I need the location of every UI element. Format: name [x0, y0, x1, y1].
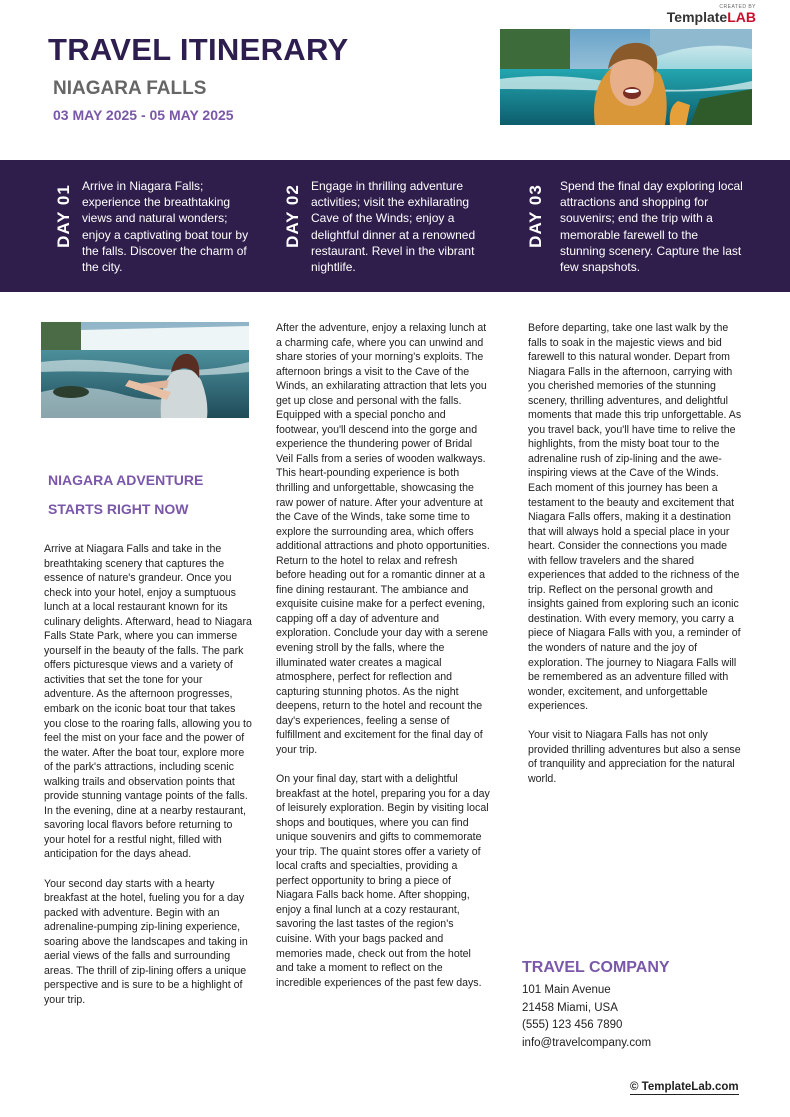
company-contact-block [522, 959, 752, 1052]
trip-dates: 03 MAY 2025 - 05 MAY 2025 [53, 107, 234, 123]
day-description: Arrive in Niagara Falls; experience the breathtaking views and natural wonders; enjoy a captivating boat tour by the falls. Discover the charm of the city. [82, 179, 249, 275]
section-heading-line1: NIAGARA ADVENTURE [48, 472, 204, 488]
paragraph: After the adventure, enjoy a relaxing lunch at a charming cafe, where you can unwind and share stories of your morning's exploits. The afternoon brings a visit to the Cave of the Winds, an exhilarating attraction that lets you get up close and personal with the falls. Equipped with a special poncho and footwear, you'll descend into the gorge and experience the thundering power of Bridal Veil Falls from a series of wooden walkways. This heart-pounding experience is both thrilling and unforgettable, showcasing the raw power of nature. After your adventure at the Cave of the Winds, take some time to explore the surrounding area, which offers additional attractions and photo opportunities. Return to the hotel to relax and refresh before heading out for a romantic dinner at a fine dining restaurant. The ambiance and exquisite cuisine make for a perfect evening, capping off a day of adventure and exploration. Conclude your day with a serene evening stroll by the falls, where the illuminated water creates a magical atmosphere, perfect for reflection and capturing stunning photos. As the night deepens, return to the hotel and recount the day's experiences, feeling a sense of fulfillment and excitement for the final day of your trip. [276, 322, 490, 756]
text-column-3 [528, 321, 742, 801]
paragraph: Arrive at Niagara Falls and take in the breathtaking scenery that captures the essence of nature's grandeur. Once you check into your hotel, enjoy a sumptuous lunch at a local restaurant known for its culinary delights. Afterward, head to Niagara Falls State Park, where you can immerse yourself in the beauty of the falls. The park offers picturesque views and a variety of activities that set the tone for your adventure. As the afternoon progresses, embark on the iconic boat tour that takes you close to the roaring falls, allowing you to feel the mist on your face and the power of the water. After the boat tour, explore more of the park's attractions, including scenic walking trails and observation points that provide stunning vantage points of the falls. In the evening, dine at a nearby restaurant, savoring local flavors before returning to your hotel for a restful night, filled with anticipation for the days ahead. [44, 543, 252, 861]
page-title: TRAVEL ITINERARY [48, 32, 349, 67]
day-label: DAY 01 [54, 184, 73, 248]
section-heading-line2: STARTS RIGHT NOW [48, 501, 189, 517]
logo-name-suffix: LAB [727, 9, 756, 25]
destination-subtitle: NIAGARA FALLS [53, 78, 207, 99]
company-phone: (555) 123 456 7890 [522, 1019, 623, 1031]
paragraph: Your visit to Niagara Falls has not only provided thrilling adventures but also a sense of tranquility and appreciation for the natural world. [528, 729, 741, 785]
day-label: DAY 02 [283, 184, 302, 248]
company-address-line2: 21458 Miami, USA [522, 1001, 618, 1014]
waterfall-selfie-photo [500, 29, 752, 125]
day-summary-2 [283, 176, 488, 280]
woman-in-rapids-photo [41, 322, 249, 418]
section-heading [48, 466, 248, 524]
company-email: info@travelcompany.com [522, 1036, 652, 1049]
paragraph: Your second day starts with a hearty breakfast at the hotel, fueling you for a day packed with adventure. Begin with an adrenaline-pumping zip-lining experience, soaring above the landscapes and taking in aerial views of the falls and surrounding areas. The thrill of zip-lining offers a unique perspective and is sure to be a highlight of your trip. [44, 877, 248, 1006]
templatelab-logo [667, 4, 756, 24]
day-label: DAY 03 [526, 184, 545, 248]
day-summary-3 [526, 176, 751, 280]
logo-name-prefix: Template [666, 9, 728, 25]
paragraph: Before departing, take one last walk by the falls to soak in the majestic views and bid farewell to this natural wonder. Depart from Niagara Falls in the afternoon, carrying with you cherished memories of the stunning scenery, thrilling adventures, and delightful moments that made this trip unforgettable. As you travel back, you'll have time to relive the highlights, from the misty boat tour to the adrenaline rush of zip-lining and the awe-inspiring views at the Cave of the Winds. Each moment of this journey has been a testament to the beauty and excitement that Niagara Falls offers, making it a destination that will always hold a special place in your heart. Consider the connections you made with fellow travelers and the shared experiences that added to the richness of the trip. Reflect on the personal growth and insights gained from exploring such an iconic destination. With every memory, you carry a piece of Niagara Falls with you, a reminder of the wonders of nature and the joy of exploration. The journey to Niagara Falls will be remembered as an adventure filled with wonder, excitement, and unforgettable experiences. [528, 322, 742, 713]
day-description: Spend the final day exploring local attractions and shopping for souvenirs; end the trip with a memorable farewell to the stunning scenery. Capture the last few snapshots. [560, 179, 743, 275]
text-column-2 [276, 321, 490, 1005]
day-summary-band [0, 160, 790, 292]
logo-name [667, 10, 756, 24]
paragraph: On your final day, start with a delightful breakfast at the hotel, preparing you for a day of leisurely exploration. Begin by visiting local shops and boutiques, where you can find unique souvenirs and gifts to commemorate your trip. The quaint stores offer a variety of local crafts and specialties, providing a perfect opportunity to bring a piece of Niagara Falls back home. After shopping, enjoy a final lunch at a cozy restaurant, savoring the last tastes of the region's cuisine. With your bags packed and memories made, check out from the hotel and take a moment to reflect on the incredible experiences of the past few days. [276, 772, 490, 989]
company-name: TRAVEL COMPANY [522, 959, 670, 976]
day-summary-1 [54, 176, 259, 280]
footer-copyright-link[interactable]: © TemplateLab.com [630, 1081, 739, 1093]
logo-small-text: CREATED BY [719, 4, 756, 10]
text-column-1 [44, 542, 254, 1022]
day-description: Engage in thrilling adventure activities; visit the exhilarating Cave of the Winds; enjoy a delightful dinner at a renowned restaurant. Revel in the vibrant nightlife. [311, 179, 476, 275]
company-address-line1: 101 Main Avenue [522, 984, 611, 996]
